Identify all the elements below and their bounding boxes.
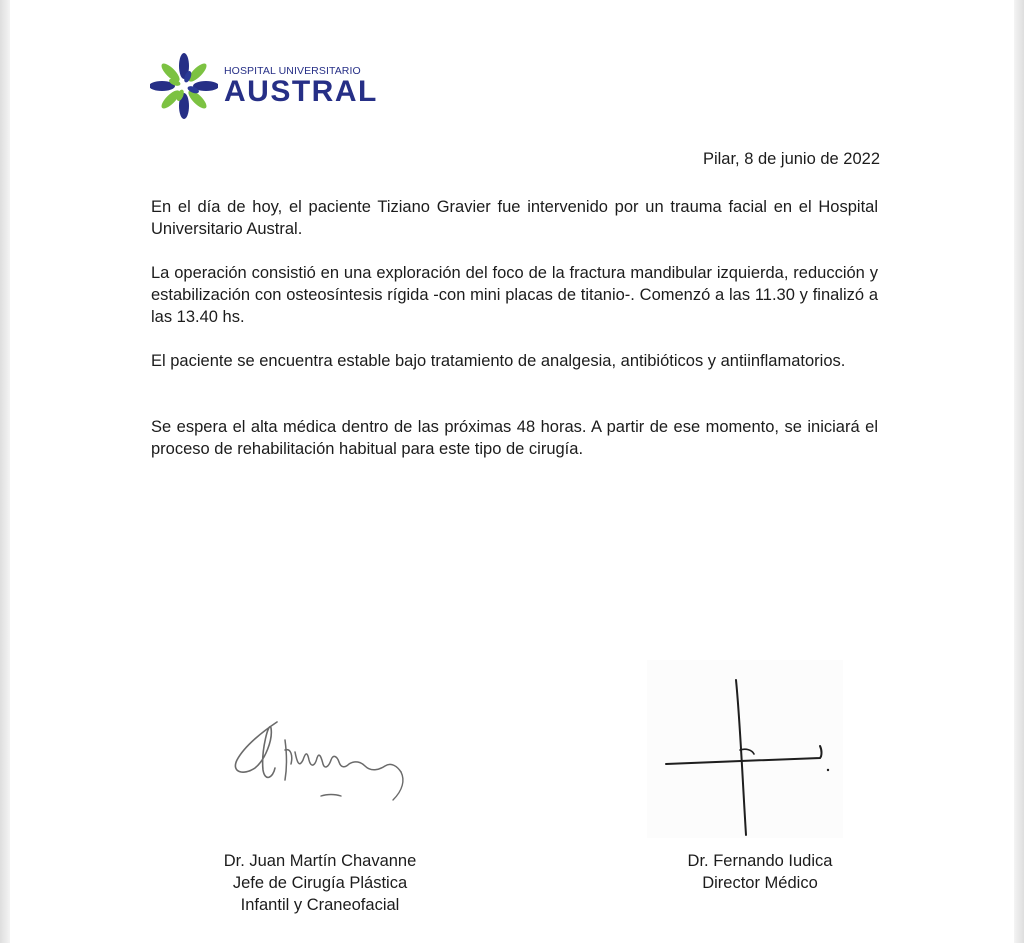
signer-name: Dr. Juan Martín Chavanne xyxy=(223,852,417,870)
letter-sheet xyxy=(10,0,1014,943)
logo-subtitle: HOSPITAL UNIVERSITARIO xyxy=(224,65,361,77)
hospital-logo xyxy=(150,50,378,122)
signer-left xyxy=(170,850,470,916)
signer-title: Infantil y Craneofacial xyxy=(240,896,400,914)
paragraph-4: Se espera el alta médica dentro de las próximas 48 horas. A partir de ese momento, se iniciará el proceso de rehabilitación habitual para este tipo de cirugía. xyxy=(151,418,878,458)
signer-title: Jefe de Cirugía Plástica xyxy=(232,874,408,892)
paragraph-3: El paciente se encuentra estable bajo tratamiento de analgesia, antibióticos y antiinflamatorios. xyxy=(151,352,846,370)
signer-right xyxy=(610,850,910,894)
logo-text xyxy=(224,65,378,107)
handwritten-signature-icon xyxy=(650,670,850,845)
paragraph-2: La operación consistió en una exploración del foco de la fractura mandibular izquierda, reducción y estabilización con osteosíntesis rígida -con mini placas de titanio-. Comenzó a las 11.30 y finalizó a las 13.40 hs. xyxy=(151,264,878,326)
signer-name: Dr. Fernando Iudica xyxy=(687,852,833,870)
flower-logo-icon xyxy=(150,50,218,122)
logo-name: AUSTRAL xyxy=(224,75,378,108)
page-edge-left xyxy=(0,0,10,943)
paragraph-1: En el día de hoy, el paciente Tiziano Gravier fue intervenido por un trauma facial en el Hospital Universitario Austral. xyxy=(151,198,878,238)
handwritten-signature-icon xyxy=(225,710,425,820)
page-edge-right xyxy=(1014,0,1024,943)
signer-title: Director Médico xyxy=(702,874,818,892)
date-line: Pilar, 8 de junio de 2022 xyxy=(702,150,880,168)
